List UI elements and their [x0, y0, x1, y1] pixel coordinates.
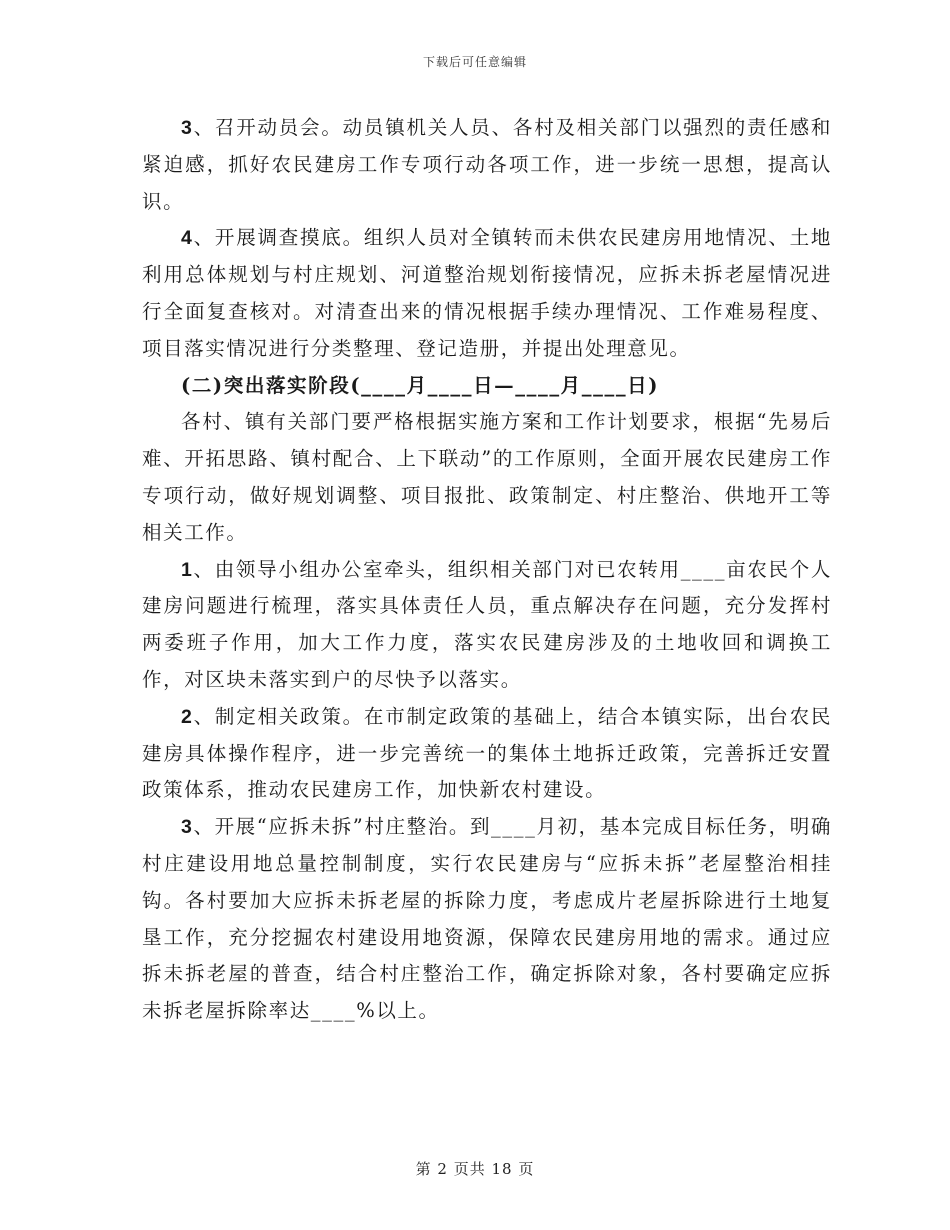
paragraph-item-3-village-renovation: [142, 809, 832, 1030]
item-number: 1: [181, 558, 194, 581]
page-header-note: 下载后可任意编辑: [422, 55, 527, 69]
paragraph-text: 、开展调查摸底。组织人员对全镇转而未供农民建房用地情况、土地利用总体规划与村庄规划、河道整治规划衔接情况，应拆未拆老屋情况进行全面复查核对。对清查出来的情况根据手续办理情况、工作难易程度、项目落实情况进行分类整理、登记造册，并提出处理意见。: [142, 226, 832, 360]
paragraph-text: 、召开动员会。动员镇机关人员、各村及相关部门以强烈的责任感和紧迫感，抓好农民建房工作专项行动各项工作，进一步统一思想，提高认识。: [142, 116, 832, 213]
item-number: 2: [181, 705, 194, 728]
paragraph-item-4-survey: [142, 220, 832, 367]
page-footer-number: 第 2 页共 18 页: [415, 1160, 535, 1178]
paragraph-text: 、由领导小组办公室牵头，组织相关部门对已农转用____亩农民个人建房问题进行梳理，落实具体责任人员，重点解决存在问题，充分发挥村两委班子作用，加大工作力度，落实农民建房涉及的土地收回和调换工作，对区块未落实到户的尽快予以落实。: [142, 557, 832, 691]
paragraph-item-1-leading-group: [142, 552, 832, 699]
item-number: 3: [181, 117, 194, 139]
item-number: 3: [181, 816, 194, 839]
document-body: [142, 110, 832, 1030]
paragraph-section-intro: [142, 404, 832, 551]
section-heading-implementation-stage: (二)突出落实阶段(____月____日—____月____日): [181, 373, 660, 397]
paragraph-item-2-policies: [142, 699, 832, 809]
paragraph-text: 各村、镇有关部门要严格根据实施方案和工作计划要求，根据“先易后难、开拓思路、镇村配合、上下联动”的工作原则，全面开展农民建房工作专项行动，做好规划调整、项目报批、政策制定、村庄整治、供地开工等相关工作。: [142, 410, 832, 544]
paragraph-text: 、制定相关政策。在市制定政策的基础上，结合本镇实际，出台农民建房具体操作程序，进一步完善统一的集体土地拆迁政策，完善拆迁安置政策体系，推动农民建房工作，加快新农村建设。: [142, 704, 832, 802]
item-number: 4: [181, 227, 194, 250]
paragraph-text: 、开展“应拆未拆”村庄整治。到____月初，基本完成目标任务，明确村庄建设用地总量控制制度，实行农民建房与“应拆未拆”老屋整治相挂钩。各村要加大应拆未拆老屋的拆除力度，考虑成片老屋拆除进行土地复垦工作，充分挖掘农村建设用地资源，保障农民建房用地的需求。通过应拆未拆老屋的普查，结合村庄整治工作，确定拆除对象，各村要确定应拆未拆老屋拆除率达____%以上。: [142, 815, 832, 1023]
paragraph-item-3-mobilization: [142, 110, 832, 220]
